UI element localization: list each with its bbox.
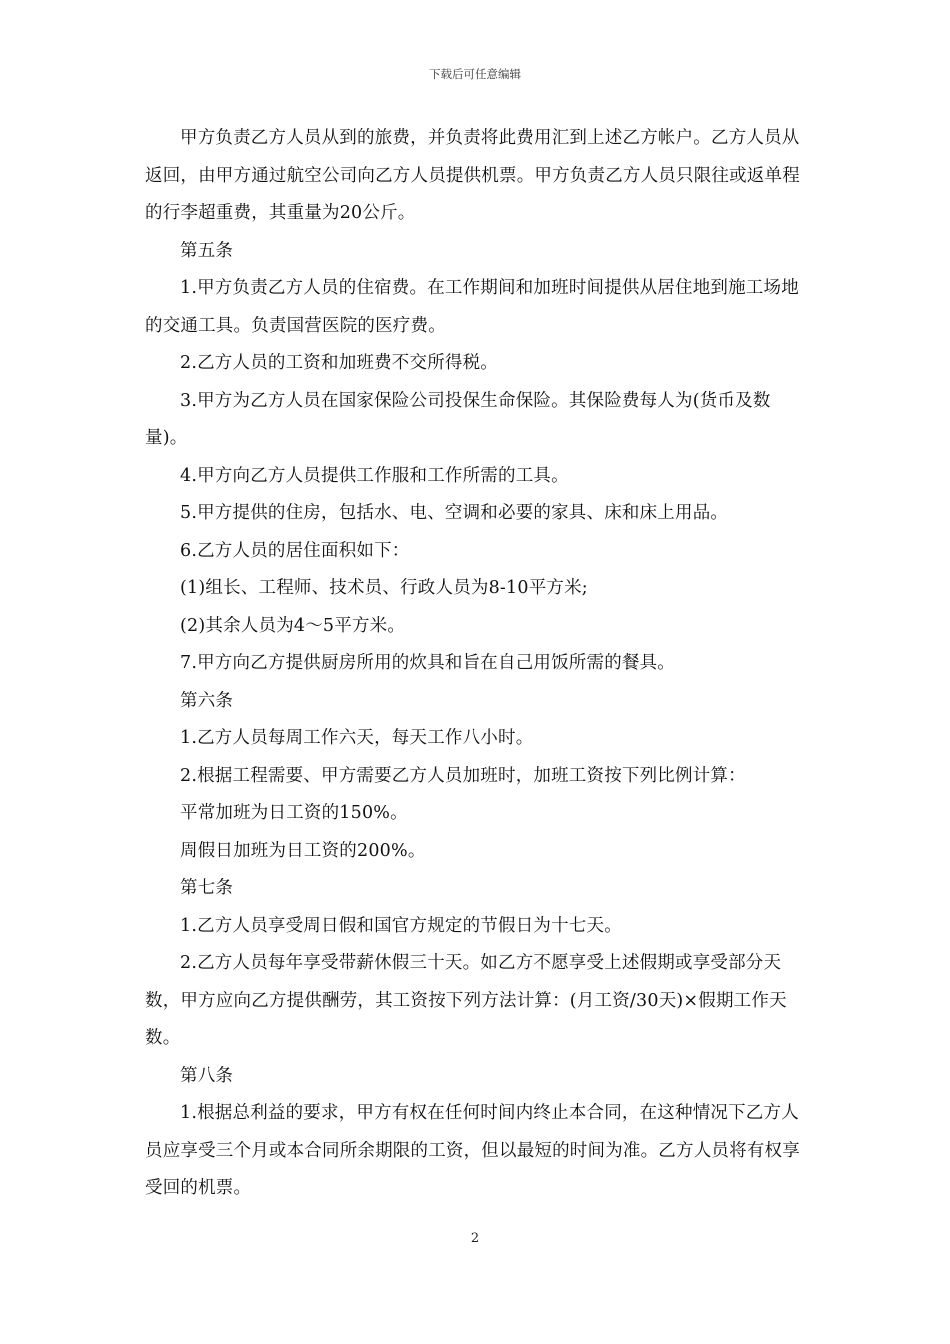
- page-header: 下载后可任意编辑: [429, 67, 521, 81]
- list-item: (1)组长、工程师、技术员、行政人员为8-10平方米;: [180, 578, 588, 598]
- list-item: 2.乙方人员每年享受带薪休假三十天。如乙方不愿享受上述假期或享受部分天数，甲方应向乙方提供酬劳，其工资按下列方法计算：(月工资/30天)×假期工作天数。: [145, 953, 787, 1048]
- list-item: 3.甲方为乙方人员在国家保险公司投保生命保险。其保险费每人为(货币及数量)。: [145, 390, 771, 448]
- list-item: 7.甲方向乙方提供厨房所用的炊具和旨在自己用饭所需的餐具。: [180, 653, 675, 673]
- article-five-heading: 第五条: [180, 240, 234, 261]
- paragraph-travel-expenses: 甲方负责乙方人员从到的旅费，并负责将此费用汇到上述乙方帐户。乙方人员从返回，由甲方通过航空公司向乙方人员提供机票。甲方负责乙方人员只限往或返单程的行李超重费，其重量为20公斤。: [145, 128, 800, 223]
- article-six-heading: 第六条: [180, 690, 234, 711]
- list-item: 2.根据工程需要、甲方需要乙方人员加班时，加班工资按下列比例计算：: [180, 765, 746, 786]
- list-item: 1.乙方人员每周工作六天，每天工作八小时。: [180, 728, 534, 748]
- list-item: 周假日加班为日工资的200%。: [180, 840, 426, 861]
- document-body: [145, 120, 809, 1208]
- list-item: 4.甲方向乙方人员提供工作服和工作所需的工具。: [180, 465, 569, 486]
- list-item: 6.乙方人员的居住面积如下：: [180, 540, 410, 561]
- page-number: 2: [470, 1231, 480, 1246]
- article-seven-heading: 第七条: [180, 878, 234, 898]
- list-item: 2.乙方人员的工资和加班费不交所得税。: [180, 353, 498, 373]
- list-item: 5.甲方提供的住房，包括水、电、空调和必要的家具、床和床上用品。: [180, 503, 729, 523]
- list-item: 1.根据总利益的要求，甲方有权在任何时间内终止本合同，在这种情况下乙方人员应享受三个月或本合同所余期限的工资，但以最短的时间为准。乙方人员将有权享受回的机票。: [145, 1103, 800, 1198]
- list-item: 1.甲方负责乙方人员的住宿费。在工作期间和加班时间提供从居住地到施工场地的交通工具。负责国营医院的医疗费。: [145, 278, 799, 336]
- list-item: 平常加班为日工资的150%。: [180, 803, 408, 823]
- list-item: 1.乙方人员享受周日假和国官方规定的节假日为十七天。: [180, 915, 622, 936]
- list-item: (2)其余人员为4～5平方米。: [180, 615, 406, 636]
- article-eight-heading: 第八条: [180, 1065, 234, 1086]
